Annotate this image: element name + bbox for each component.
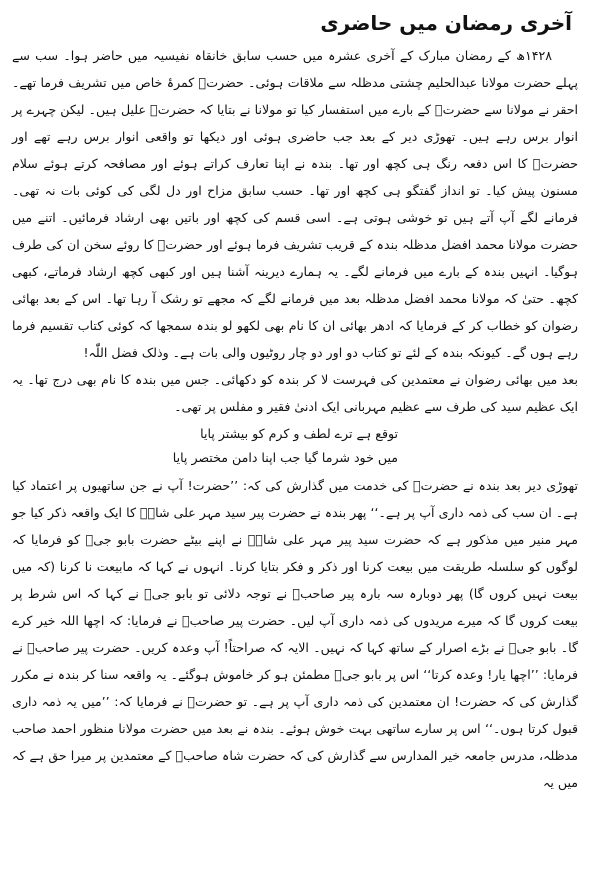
poetry-verse — [12, 422, 578, 470]
page-heading: آخری رمضان میں حاضری — [320, 11, 572, 35]
verse-line: توقع ہے ترے لطف و کرم کو بیشتر پایا — [200, 426, 398, 441]
paragraph-responsibility: تھوڑی دیر بعد بندہ نے حضرتؒ کی خدمت میں گذارش کی کہ: ’’حضرت! آپ نے جن ساتھیوں پر اعتماد کیا ہے۔ ان سب کی ذمہ داری آپ پر ہے۔‘‘ پھر بندہ نے حضرت پیر سید مہر علی شاہؒ کا ایک واقعہ ذکر کیا جو مہر منیر میں مذکور ہے کہ حضرت سید پیر مہر علی شاہؒ نے اپنے بیٹے حضرت بابو جیؒ کو فرمایا کہ لوگوں کو سلسلہ طریقت میں بیعت کرنا اور ذکر و فکر بتایا کرنا۔ انہوں نے کہا کہ مابیعت نا کرنا (کہ میں بیعت نہیں کروں گا) پھر دوبارہ سہ بارہ پیر صاحبؒ نے توجہ دلائی تو بابو جیؒ نے کہا کہ اس شرط پر بیعت کروں گا کہ میرے مریدوں کی ذمہ داری آپ لیں۔ حضرت پیر صاحبؒ نے فرمایا: کہ اچھا اللہ خیر کرے گا۔ بابو جیؒ نے بڑے اصرار کے ساتھ کہا کہ نہیں۔ الایہ کہ صراحتاً! آپ وعدہ کریں۔ حضرت پیر صاحبؒ نے فرمایا: ’’اچھا یار! وعدہ کرتا‘‘ اس پر بابو جیؒ مطمئن ہو کر خاموش ہوگئے۔ یہ واقعہ سنا کر بندہ نے مکرر گذارش کی کہ حضرت! ان معتمدین کی ذمہ داری آپ پر ہے۔ تو حضرتؒ نے فرمایا کہ: ’’میں یہ ذمہ داری قبول کرتا ہوں۔‘‘ اس پر سارے ساتھی بہت خوش ہوئے۔ بندہ نے بعد میں حضرت مولانا منظور احمد صاحب مدظلہ، مدرس جامعہ خیر المدارس سے گذارش کی کہ حضرت شاہ صاحبؒ کے معتمدین پر میرا حق ہے کہ میں یہ — [12, 478, 578, 790]
paragraph-trustees-list: بعد میں بھائی رضوان نے معتمدین کی فہرست لا کر بندہ کو دکھائی۔ جس میں بندہ کا نام بھی درج تھا۔ یہ ایک عظیم سید کی طرف سے عظیم مہربانی ایک ادنیٰ فقیر و مفلس پر تھی۔ — [12, 372, 578, 414]
paragraph-ramadan-visit: ۱۴۲۸ھ کے رمضان مبارک کے آخری عشرہ میں حسب سابق خانقاہ نفیسیہ میں حاضر ہوا۔ سب سے پہلے حضرت مولانا عبدالحلیم چشتی مدظلہ سے ملاقات ہوئی۔ حضرتؒ کمرۂ خاص میں تشریف فرما تھے۔ احقر نے مولانا سے حضرتؒ کے بارے میں استفسار کیا تو مولانا نے بتایا کہ حضرتؒ علیل ہیں۔ لیکن چہرے پر انوار برس رہے ہیں۔ تھوڑی دیر کے بعد جب حاضری ہوئی اور دیکھا تو واقعی انوار برس رہے تھے اور حضرتؒ کا اس دفعہ رنگ ہی کچھ اور تھا۔ بندہ نے اپنا تعارف کراتے ہوئے اور مصافحہ کرتے ہوئے سلام مسنون پیش کیا۔ تو انداز گفتگو ہی کچھ اور تھا۔ حسب سابق مزاح اور دل لگی کی کوئی بات نہ تھی۔ فرمانے لگے آپ آتے ہیں تو خوشی ہوتی ہے۔ اسی قسم کی کچھ اور باتیں بھی ارشاد فرمائیں۔ اتنے میں حضرت مولانا محمد افضل مدظلہ بندہ کے قریب تشریف فرما ہوئے اور حضرتؒ کا روئے سخن ان کی طرف ہوگیا۔ انہیں بندہ کے بارے میں فرمانے لگے۔ یہ ہمارے دیرینہ آشنا ہیں اور کبھی کچھ ارشاد فرماتے، کبھی کچھ۔ حتیٰ کہ مولانا محمد افضل مدظلہ بعد میں فرمانے لگے کہ مجھے تو رشک آ رہا تھا۔ اس کے بعد بھائی رضوان کو خطاب کر کے فرمایا کہ ادھر بھائی ان کا نام بھی لکھو لو بندہ سمجھا کہ کوئی کتاب تقسیم فرما رہے ہوں گے۔ کیونکہ بندہ کے لئے تو کتاب دو اور دو چار روٹیوں والی بات ہے۔ وذلک فضل اللّٰہ! — [12, 48, 578, 360]
verse-line: میں خود شرما گیا جب اپنا دامن مختصر پایا — [172, 450, 398, 465]
